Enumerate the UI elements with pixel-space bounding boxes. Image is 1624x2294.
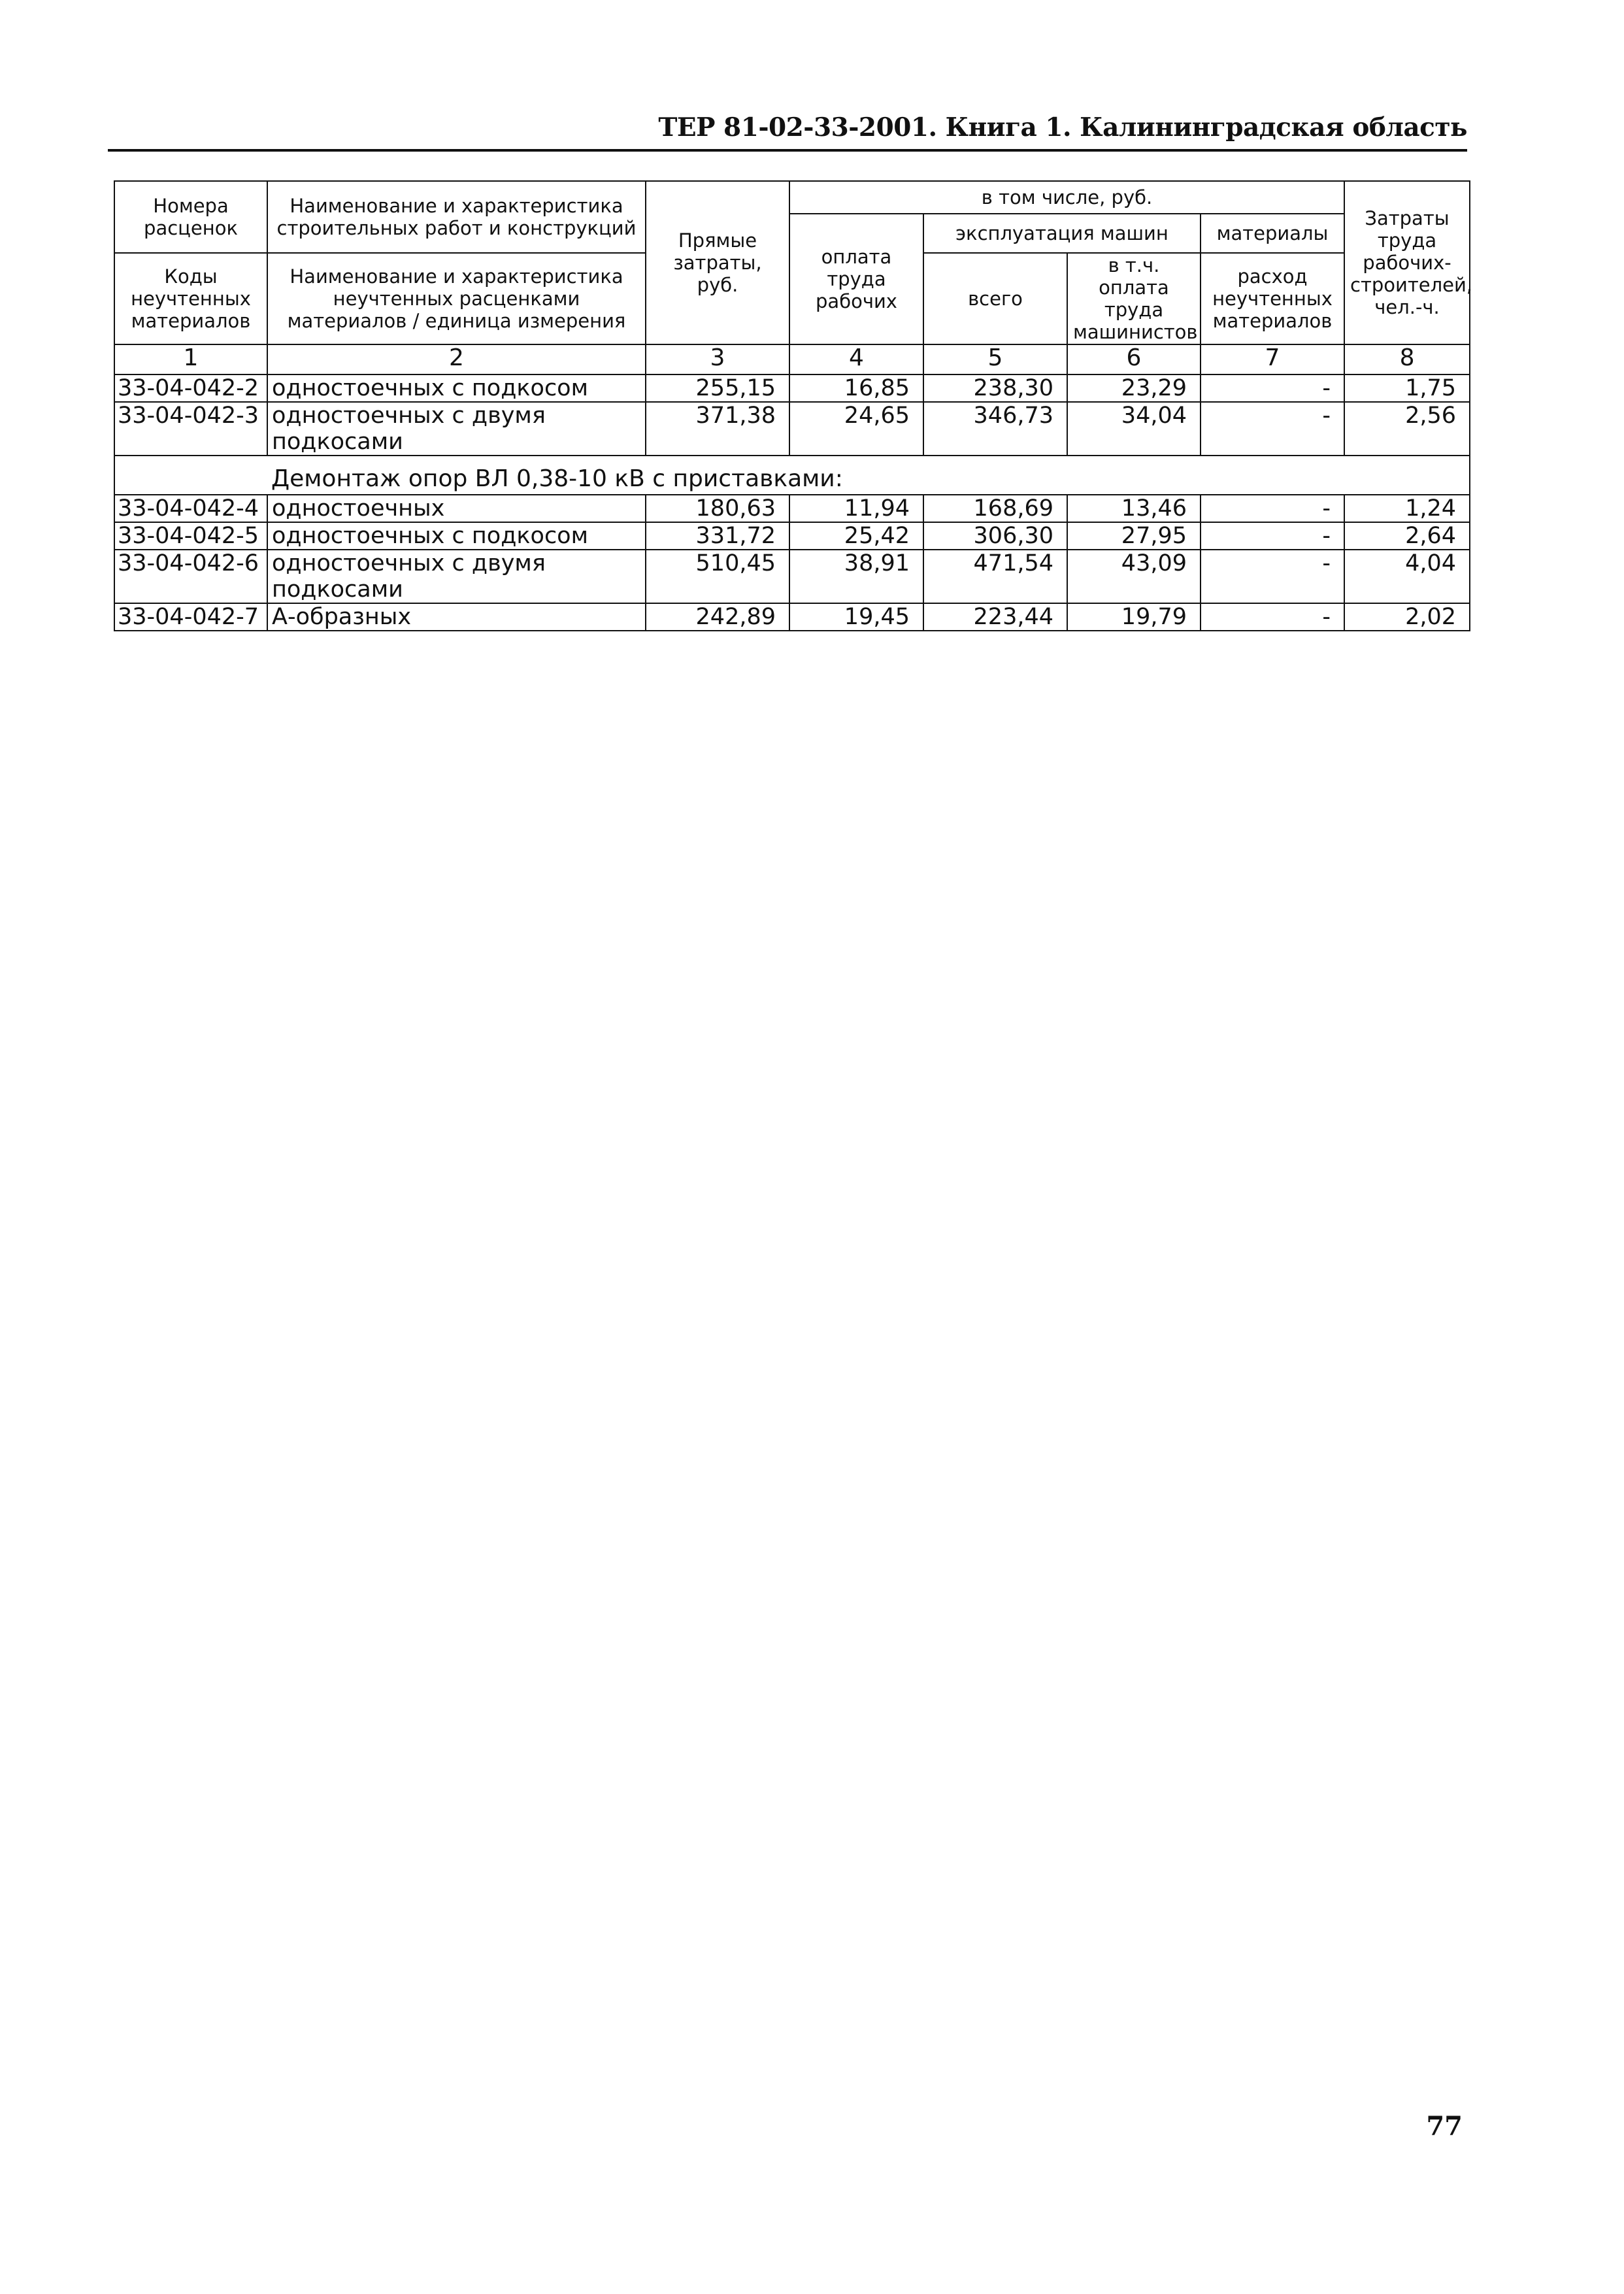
materials: - — [1201, 374, 1344, 402]
rate-code: 33-04-042-5 — [114, 522, 267, 550]
materials: - — [1201, 603, 1344, 631]
materials: - — [1201, 550, 1344, 603]
column-number: 7 — [1201, 344, 1344, 374]
labor-hours: 2,64 — [1344, 522, 1470, 550]
machinist-wages: 19,79 — [1067, 603, 1201, 631]
machinist-wages: 23,29 — [1067, 374, 1201, 402]
materials: - — [1201, 522, 1344, 550]
table-row — [114, 603, 1470, 631]
machine-total: 168,69 — [923, 495, 1067, 522]
machine-operation-header: эксплуатация машин — [923, 214, 1201, 253]
labor-wages: 38,91 — [789, 550, 923, 603]
page-number: 77 — [1426, 2111, 1463, 2142]
page-header — [108, 111, 1467, 152]
work-name: одностоечных — [267, 495, 646, 522]
labor-costs-header: Затраты труда рабочих-строителей, чел.-ч. — [1344, 181, 1470, 344]
work-name: одностоечных с подкосом — [267, 374, 646, 402]
machine-total: 346,73 — [923, 402, 1067, 456]
rate-code: 33-04-042-6 — [114, 550, 267, 603]
column-number: 5 — [923, 344, 1067, 374]
direct-costs: 371,38 — [646, 402, 789, 456]
section-title: Демонтаж опор ВЛ 0,38-10 кВ с приставками: — [267, 456, 1470, 495]
direct-costs: 255,15 — [646, 374, 789, 402]
materials: - — [1201, 402, 1344, 456]
work-name-header: Наименование и характеристика строительных работ и конструкций — [267, 181, 646, 253]
rate-number-header: Номера расценок — [114, 181, 267, 253]
including-header: в том числе, руб. — [789, 181, 1344, 214]
machine-total: 223,44 — [923, 603, 1067, 631]
column-number-row — [114, 344, 1470, 374]
labor-wages: 11,94 — [789, 495, 923, 522]
labor-wages-header: оплата труда рабочих — [789, 214, 923, 344]
machinist-wages: 43,09 — [1067, 550, 1201, 603]
machinist-wages: 27,95 — [1067, 522, 1201, 550]
document-title: ТЕР 81-02-33-2001. Книга 1. Калининградская область — [658, 112, 1467, 142]
materials-header: материалы — [1201, 214, 1344, 253]
direct-costs: 331,72 — [646, 522, 789, 550]
labor-hours: 2,56 — [1344, 402, 1470, 456]
column-number: 1 — [114, 344, 267, 374]
table-row — [114, 402, 1470, 456]
labor-hours: 1,24 — [1344, 495, 1470, 522]
rate-code: 33-04-042-4 — [114, 495, 267, 522]
section-spacer — [114, 456, 267, 495]
labor-wages: 16,85 — [789, 374, 923, 402]
rates-table — [114, 180, 1473, 631]
direct-costs: 180,63 — [646, 495, 789, 522]
table-row — [114, 550, 1470, 603]
labor-hours: 2,02 — [1344, 603, 1470, 631]
column-number: 6 — [1067, 344, 1201, 374]
work-name: одностоечных с двумя подкосами — [267, 550, 646, 603]
section-row — [114, 456, 1470, 495]
machine-total: 471,54 — [923, 550, 1067, 603]
labor-hours: 4,04 — [1344, 550, 1470, 603]
labor-wages: 25,42 — [789, 522, 923, 550]
work-name: А-образных — [267, 603, 646, 631]
machinist-wages-header: в т.ч. оплата труда машинистов — [1067, 253, 1201, 344]
column-number: 8 — [1344, 344, 1470, 374]
table-row — [114, 495, 1470, 522]
material-codes-header: Коды неучтенных материалов — [114, 253, 267, 344]
labor-wages: 19,45 — [789, 603, 923, 631]
labor-wages: 24,65 — [789, 402, 923, 456]
rate-code: 33-04-042-3 — [114, 402, 267, 456]
machinist-wages: 13,46 — [1067, 495, 1201, 522]
work-name: одностоечных с подкосом — [267, 522, 646, 550]
machinist-wages: 34,04 — [1067, 402, 1201, 456]
direct-costs-header: Прямые затраты, руб. — [646, 181, 789, 344]
table-row — [114, 522, 1470, 550]
machine-total-header: всего — [923, 253, 1067, 344]
machine-total: 306,30 — [923, 522, 1067, 550]
materials: - — [1201, 495, 1344, 522]
material-name-header: Наименование и характеристика неучтенных расценками материалов / единица измерения — [267, 253, 646, 344]
header-row-1 — [114, 181, 1470, 214]
column-number: 4 — [789, 344, 923, 374]
rate-code: 33-04-042-2 — [114, 374, 267, 402]
work-name: одностоечных с двумя подкосами — [267, 402, 646, 456]
rate-code: 33-04-042-7 — [114, 603, 267, 631]
column-number: 2 — [267, 344, 646, 374]
table-row — [114, 374, 1470, 402]
direct-costs: 510,45 — [646, 550, 789, 603]
machine-total: 238,30 — [923, 374, 1067, 402]
labor-hours: 1,75 — [1344, 374, 1470, 402]
direct-costs: 242,89 — [646, 603, 789, 631]
column-number: 3 — [646, 344, 789, 374]
unaccounted-consumption-header: расход неучтенных материалов — [1201, 253, 1344, 344]
